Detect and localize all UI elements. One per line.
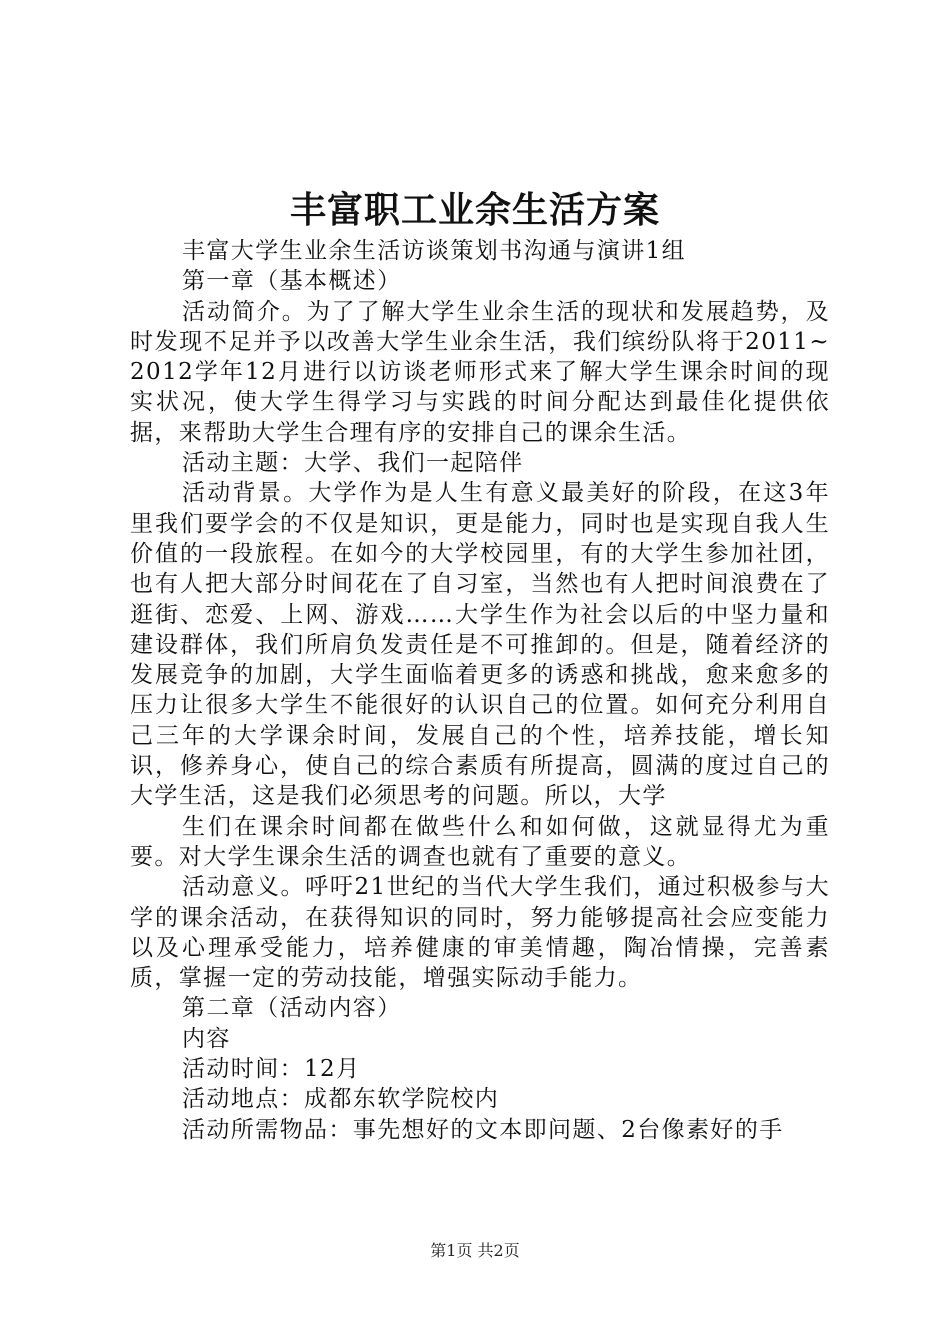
paragraph-theme: 活动主题：大学、我们一起陪伴 bbox=[182, 450, 524, 477]
paragraph-background: 活动背景。大学作为是人生有意义最美好的阶段，在这3年里我们要学会的不仅是知识，更是能力，同时也是实现自我人生价值的一段旅程。在如今的大学校园里，有的大学生参加社团，也有人把大部分时间花在了自习室，当然也有人把时间浪费在了逛街、恋爱、上网、游戏……大学生作为社会以后的中坚力量和建设群体，我们所肩负发责任是不可推卸的。但是，随着经济的发展竞争的加剧，大学生面临着更多的诱惑和挑战，愈来愈多的压力让很多大学生不能很好的认识自己的位置。如何充分利用自己三年的大学课余时间，发展自己的个性，培养技能，增长知识，修养身心，使自己的综合素质有所提高，圆满的度过自己的大学生活，这是我们必须思考的问题。所以，大学 bbox=[130, 480, 830, 810]
document-body bbox=[130, 236, 830, 1145]
paragraph-materials: 活动所需物品：事先想好的文本即问题、2台像素好的手 bbox=[182, 1116, 784, 1143]
paragraph-location: 活动地点：成都东软学院校内 bbox=[182, 1086, 500, 1113]
paragraph-content: 内容 bbox=[182, 1025, 231, 1052]
paragraph-background-cont: 生们在课余时间都在做些什么和如何做，这就显得尤为重要。对大学生课余生活的调查也就有了重要的意义。 bbox=[130, 813, 830, 870]
paragraph-time: 活动时间：12月 bbox=[182, 1056, 361, 1083]
chapter-two-heading: 第二章（活动内容） bbox=[182, 995, 402, 1022]
chapter-one-heading: 第一章（基本概述） bbox=[182, 268, 402, 295]
document-title: 丰富职工业余生活方案 bbox=[289, 189, 660, 231]
paragraph-significance: 活动意义。呼吁21世纪的当代大学生我们，通过积极参与大学的课余活动，在获得知识的同时，努力能够提高社会应变能力以及心理承受能力，培养健康的审美情趣，陶冶情操，完善素质，掌握一定的劳动技能，增强实际动手能力。 bbox=[130, 874, 830, 992]
paragraph-intro: 活动简介。为了了解大学生业余生活的现状和发展趋势，及时发现不足并予以改善大学生业余生活，我们缤纷队将于2011~2012学年12月进行以访谈老师形式来了解大学生课余时间的现实状况，使大学生得学习与实践的时间分配达到最佳化提供依据，来帮助大学生合理有序的安排自己的课余生活。 bbox=[130, 298, 830, 446]
page-footer: 第1页 共2页 bbox=[430, 1241, 520, 1260]
paragraph-subtitle: 丰富大学生业余生活访谈策划书沟通与演讲1组 bbox=[182, 238, 687, 264]
